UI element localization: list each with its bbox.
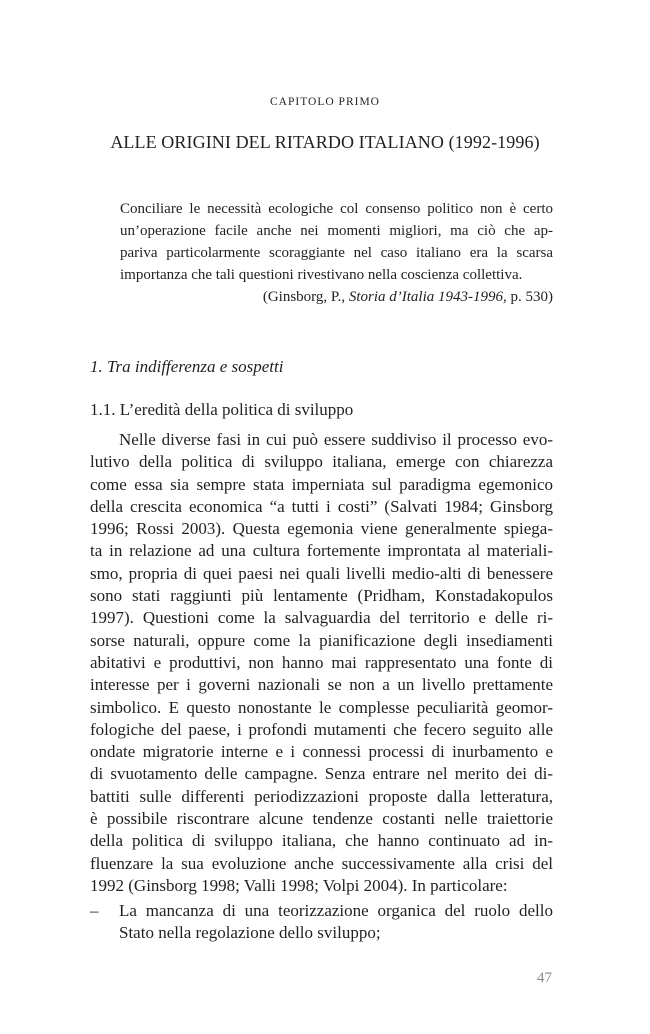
body-line: 1996; Rossi 2003). Questa egemonia viene generalmente spiega- bbox=[90, 519, 553, 539]
epigraph-line: un’operazione facile anche nei momenti migliori, ma ciò che ap- bbox=[120, 223, 553, 239]
epigraph-source-prefix: (Ginsborg, P., bbox=[262, 289, 349, 305]
epigraph bbox=[120, 198, 553, 308]
body-line: della politica di sviluppo italiana, che hanno continuato ad in- bbox=[90, 831, 553, 851]
body-line: fluenzare la sua evoluzione anche successivamente alla crisi del bbox=[90, 853, 553, 873]
body-line: abitativi e produttivi, non hanno mai rappresentato una fonte di bbox=[90, 652, 553, 672]
list-item-line: Stato nella regolazione dello sviluppo; bbox=[119, 923, 381, 943]
body-line: Nelle diverse fasi in cui può essere suddiviso il processo evo- bbox=[119, 430, 553, 449]
body-line: ta in relazione ad una cultura fortemente improntata al materiali- bbox=[90, 541, 553, 561]
body-line: fologiche del paese, i profondi mutamenti che fecero seguito alle bbox=[90, 719, 553, 739]
subsection-heading: 1.1. L’eredità della politica di sviluppo bbox=[90, 400, 354, 419]
body-line: come essa sia sempre stata imperniata sul paradigma egemonico bbox=[90, 474, 553, 494]
list-dash: – bbox=[90, 901, 99, 920]
body-line: battiti sulle differenti periodizzazioni proposte dalla letteratura, bbox=[90, 786, 553, 806]
list-item-text bbox=[119, 900, 553, 945]
body-line: smo, propria di quei paesi nei quali livelli medio-alti di benessere bbox=[90, 563, 553, 583]
body-line: è possibile riscontrare alcune tendenze costanti nelle traiettorie bbox=[90, 809, 553, 829]
list-item-line: La mancanza di una teorizzazione organica del ruolo dello bbox=[119, 901, 553, 920]
bullet-list bbox=[90, 900, 553, 945]
chapter-title: ALLE ORIGINI DEL RITARDO ITALIANO (1992-1996) bbox=[110, 132, 540, 152]
body-line: 1997). Questioni come la salvaguardia del territorio e delle ri- bbox=[90, 608, 553, 628]
body-line: ondate migratorie interne e i connessi processi di inurbamento e bbox=[90, 742, 553, 762]
body-line: sorse naturali, oppure come la pianificazione degli insediamenti bbox=[90, 630, 553, 650]
epigraph-source bbox=[120, 286, 553, 308]
epigraph-line: importanza che tali questioni rivestivano nella coscienza collettiva. bbox=[120, 267, 523, 283]
body-line: interesse per i governi nazionali se non a un livello prettamente bbox=[90, 675, 553, 695]
body-line: di svuotamento delle campagne. Senza entrare nel merito dei di- bbox=[90, 764, 553, 784]
body-paragraph bbox=[90, 429, 553, 897]
body-line: lutivo della politica di sviluppo italiana, emerge con chiarezza bbox=[90, 452, 553, 472]
list-item bbox=[90, 900, 553, 945]
body-line: della crescita economica “a tutti i costi” (Salvati 1984; Ginsborg bbox=[90, 496, 553, 516]
epigraph-line: pariva particolarmente scoraggiante nel caso italiano era la scarsa bbox=[120, 245, 553, 261]
page-number: 47 bbox=[537, 970, 552, 986]
body-line: simbolico. E questo nonostante le complesse peculiarità geomor- bbox=[90, 697, 553, 717]
body-line: sono stati raggiunti più lentamente (Pridham, Konstadakopulos bbox=[90, 586, 553, 606]
body-line: 1992 (Ginsborg 1998; Valli 1998; Volpi 2004). In particolare: bbox=[90, 875, 508, 895]
section-heading: 1. Tra indifferenza e sospetti bbox=[90, 357, 284, 376]
epigraph-source-suffix: , p. 530) bbox=[503, 289, 553, 305]
epigraph-source-title: Storia d’Italia 1943-1996 bbox=[348, 289, 503, 305]
chapter-label: CAPITOLO PRIMO bbox=[270, 96, 380, 108]
epigraph-line: Conciliare le necessità ecologiche col consenso politico non è certo bbox=[120, 201, 553, 217]
